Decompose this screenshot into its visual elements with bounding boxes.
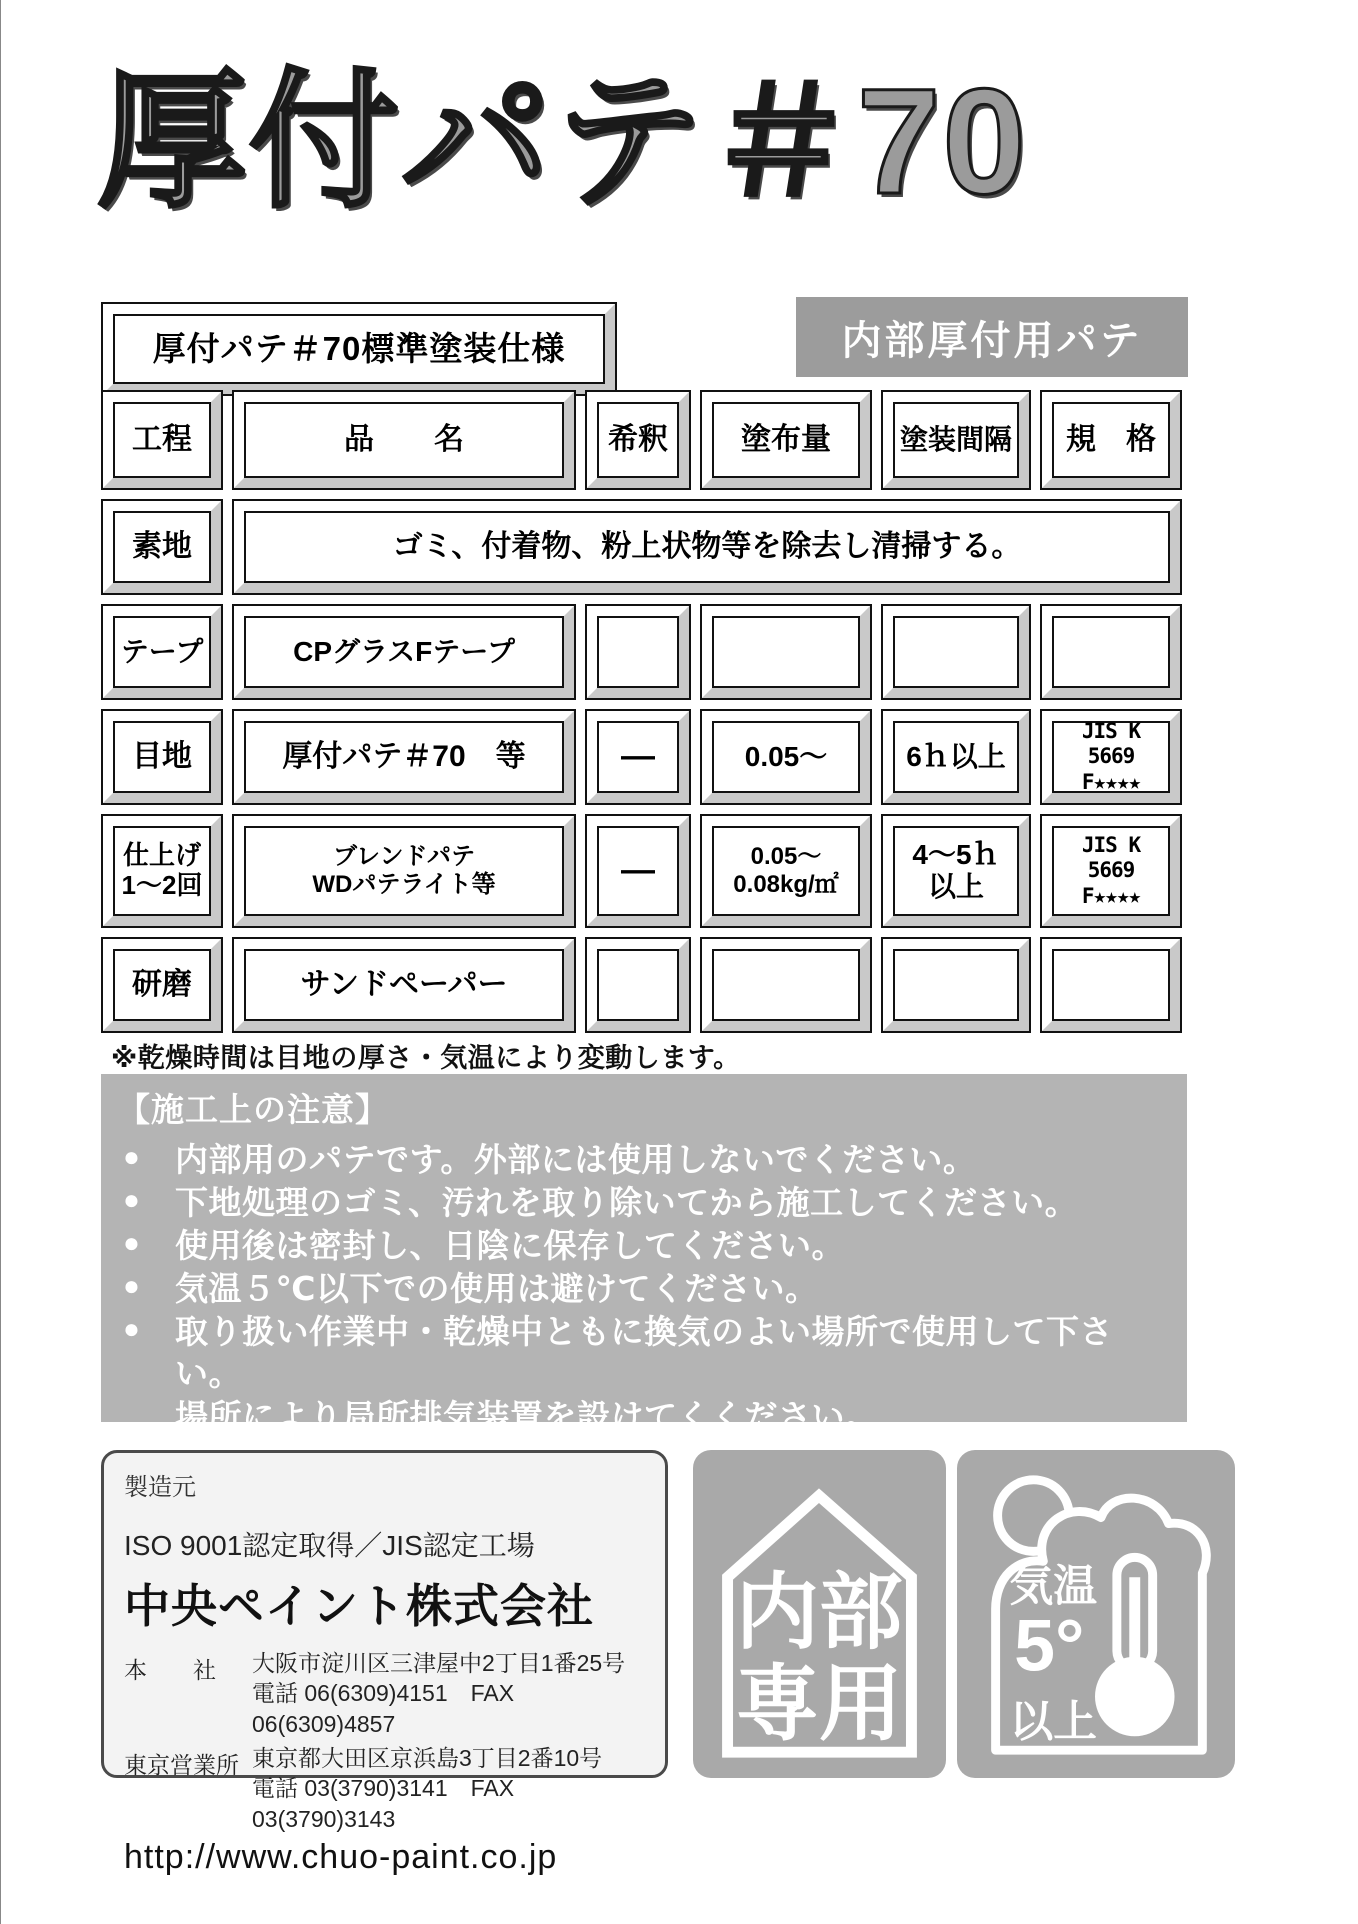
header-cell-dilution: 希釈	[585, 390, 691, 490]
header-cell-spec: 規 格	[1040, 390, 1182, 490]
bullet-icon: ●	[123, 1269, 141, 1301]
product-name-cell: サンドペーパー	[232, 937, 576, 1033]
name-line2: WDパテライト等	[312, 871, 496, 898]
house-icon	[693, 1450, 946, 1778]
interval-cell	[881, 604, 1031, 700]
badge-temp-line1: 気温	[1009, 1562, 1097, 1612]
caution-title: 【施工上の注意】	[117, 1091, 389, 1128]
badge-temp-line2: 5°	[1014, 1603, 1085, 1687]
certification-text: ISO 9001認定取得／JIS認定工場	[124, 1530, 535, 1561]
spec-cell	[1040, 709, 1182, 805]
tokyo-office-row	[124, 1743, 645, 1834]
spec-fstars: F★★★★	[1081, 769, 1141, 794]
process-cell: 素地	[101, 499, 223, 595]
spec-standard: JIS K 5669	[1081, 719, 1141, 769]
caution-item	[117, 1268, 1171, 1311]
badge-interior-line2: 専用	[735, 1656, 903, 1751]
badge-temp-line3: 以上	[1009, 1697, 1097, 1747]
company-url: http://www.chuo-paint.co.jp	[124, 1838, 558, 1877]
bullet-icon: ●	[123, 1226, 141, 1258]
dilution-cell	[585, 604, 691, 700]
amount-cell	[700, 814, 872, 928]
dilution-cell: ―	[585, 814, 691, 928]
category-label: 内部厚付用パテ	[796, 297, 1188, 377]
process-cell: 目地	[101, 709, 223, 805]
head-office-address: 大阪市淀川区三津屋中2丁目1番25号	[252, 1650, 626, 1676]
bullet-icon: ●	[123, 1312, 141, 1344]
header-cell-name: 品 名	[232, 390, 576, 490]
interval-cell: 6ｈ以上	[881, 709, 1031, 805]
bullet-icon: ●	[123, 1141, 141, 1172]
process-cell	[101, 814, 223, 928]
amount-line2: 0.08kg/㎡	[733, 871, 839, 898]
caution-item	[117, 1139, 1171, 1182]
spec-standard: JIS K 5669	[1081, 833, 1141, 883]
dilution-cell: ―	[585, 709, 691, 805]
process-cell: テープ	[101, 604, 223, 700]
cloud-thermometer-icon	[957, 1450, 1235, 1778]
subtitle-box	[101, 302, 617, 396]
interval-cell	[881, 814, 1031, 928]
interval-cell	[881, 937, 1031, 1033]
process-cell: 研磨	[101, 937, 223, 1033]
table-header-row	[101, 390, 1182, 490]
process-line1: 仕上げ	[122, 840, 201, 871]
caution-item	[117, 1311, 1171, 1397]
interval-line2: 以上	[927, 871, 984, 902]
header-cell-amount: 塗布量	[700, 390, 872, 490]
spec-cell	[1040, 937, 1182, 1033]
product-name-cell: CPグラスFテープ	[232, 604, 576, 700]
head-office-phone: 電話 06(6309)4151 FAX 06(6309)4857	[252, 1680, 515, 1737]
spec-cell	[1040, 604, 1182, 700]
caution-item	[117, 1225, 1171, 1268]
bullet-icon: ●	[123, 1183, 141, 1215]
amount-cell	[700, 937, 872, 1033]
subtitle-text: 厚付パテ＃70標準塗装仕様	[113, 314, 605, 384]
caution-text: 内部用のパテです。外部には使用しないでください。	[175, 1141, 977, 1178]
caution-item	[117, 1182, 1171, 1225]
spec-fstars: F★★★★	[1081, 883, 1141, 908]
header-cell-interval: 塗装間隔	[881, 390, 1031, 490]
caution-text: 下地処理のゴミ、汚れを取り除いてから施工してください。	[175, 1183, 1079, 1221]
spec-table	[101, 390, 1182, 1042]
caution-box	[101, 1074, 1187, 1436]
head-office-row	[124, 1648, 645, 1739]
table-row-joint	[101, 709, 1182, 805]
product-name-cell	[232, 814, 576, 928]
company-name: 中央ペイント株式会社	[124, 1580, 594, 1632]
amount-line1: 0.05～	[750, 843, 822, 871]
amount-cell	[700, 604, 872, 700]
tokyo-office-phone: 電話 03(3790)3141 FAX 03(3790)3143	[252, 1775, 515, 1832]
merged-instruction-cell: ゴミ、付着物、粉上状物等を除去し清掃する。	[232, 499, 1182, 595]
interior-only-badge	[693, 1450, 946, 1778]
header-cell-process: 工程	[101, 390, 223, 490]
product-name-cell: 厚付パテ＃70 等	[232, 709, 576, 805]
caution-text: 取り扱い作業中・乾燥中ともに換気のよい場所で使用して下さい。	[175, 1312, 1113, 1393]
table-row-substrate	[101, 499, 1182, 595]
caution-text: 気温５℃以下での使用は避けてください。	[175, 1269, 819, 1307]
process-line2: 1～2回	[121, 870, 203, 900]
table-row-tape	[101, 604, 1182, 700]
amount-cell: 0.05～	[700, 709, 872, 805]
temperature-badge	[957, 1450, 1235, 1778]
table-row-sanding	[101, 937, 1182, 1033]
badge-interior-line1: 内部	[735, 1564, 903, 1659]
spec-cell	[1040, 814, 1182, 928]
tokyo-office-address: 東京都大田区京浜島3丁目2番10号	[252, 1745, 603, 1772]
table-row-finish	[101, 814, 1182, 928]
dry-time-note: ※乾燥時間は目地の厚さ・気温により変動します。	[111, 1043, 741, 1073]
interval-line1: 4～5ｈ	[912, 838, 1000, 870]
caution-text: 場所により局所排気装置を設けてくください。	[175, 1398, 879, 1436]
dilution-cell	[585, 937, 691, 1033]
caution-item-continuation	[117, 1396, 1171, 1439]
caution-text: 使用後は密封し、日陰に保存してください。	[175, 1226, 845, 1264]
manufacturer-box	[101, 1450, 668, 1877]
tokyo-office-label: 東京営業所	[124, 1752, 239, 1779]
page-title: 厚付パテ＃70	[97, 57, 1028, 225]
head-office-label: 本 社	[124, 1657, 216, 1683]
name-line1: ブレンドパテ	[333, 843, 475, 871]
manufacturer-label: 製造元	[124, 1474, 196, 1501]
